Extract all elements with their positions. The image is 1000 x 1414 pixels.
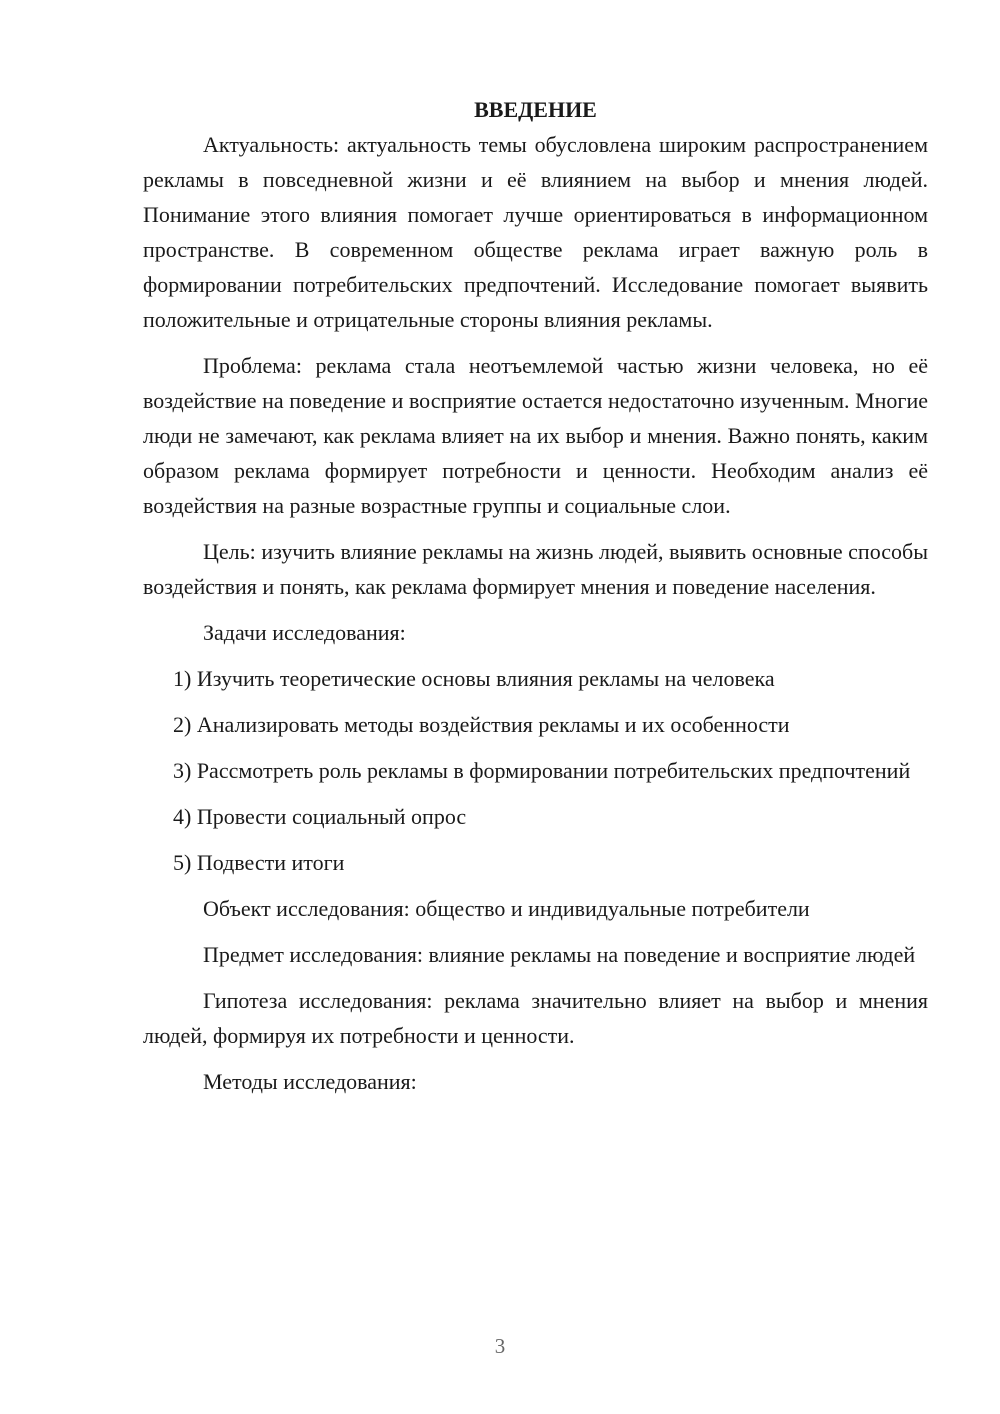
task-item-2: 2) Анализировать методы воздействия рекламы и их особенности <box>173 712 790 737</box>
task-item-5: 5) Подвести итоги <box>173 850 345 875</box>
problem-paragraph: Проблема: реклама стала неотъемлемой частью жизни человека, но её воздействие на поведение и восприятие остается недостаточно изученным. Многие люди не замечают, как реклама влияет на их выбор и мнения. Важно понять, каким образом реклама формирует потребности и ценности. Необходим анализ её воздействия на разные возрастные группы и социальные слои. <box>143 353 928 518</box>
page-title: ВВЕДЕНИЕ <box>474 97 597 122</box>
task-item-3: 3) Рассмотреть роль рекламы в формировании потребительских предпочтений <box>173 758 911 783</box>
subject-paragraph: Предмет исследования: влияние рекламы на поведение и восприятие людей <box>203 942 916 967</box>
methods-paragraph: Методы исследования: <box>203 1069 417 1094</box>
goal-paragraph: Цель: изучить влияние рекламы на жизнь людей, выявить основные способы воздействия и понять, как реклама формирует мнения и поведение населения. <box>143 539 928 599</box>
task-item-4: 4) Провести социальный опрос <box>173 804 467 829</box>
task-item-1: 1) Изучить теоретические основы влияния рекламы на человека <box>173 666 775 691</box>
tasks-heading: Задачи исследования: <box>203 620 406 645</box>
hypothesis-paragraph: Гипотеза исследования: реклама значительно влияет на выбор и мнения людей, формируя их потребности и ценности. <box>143 988 928 1048</box>
page-number: 3 <box>494 1334 506 1358</box>
object-paragraph: Объект исследования: общество и индивидуальные потребители <box>203 896 810 921</box>
document-body <box>143 92 928 1099</box>
relevance-paragraph: Актуальность: актуальность темы обусловлена широким распространением рекламы в повседневной жизни и её влиянием на выбор и мнения людей. Понимание этого влияния помогает лучше ориентироваться в информационном пространстве. В современном обществе реклама играет важную роль в формировании потребительских предпочтений. Исследование помогает выявить положительные и отрицательные стороны влияния рекламы. <box>143 132 928 332</box>
